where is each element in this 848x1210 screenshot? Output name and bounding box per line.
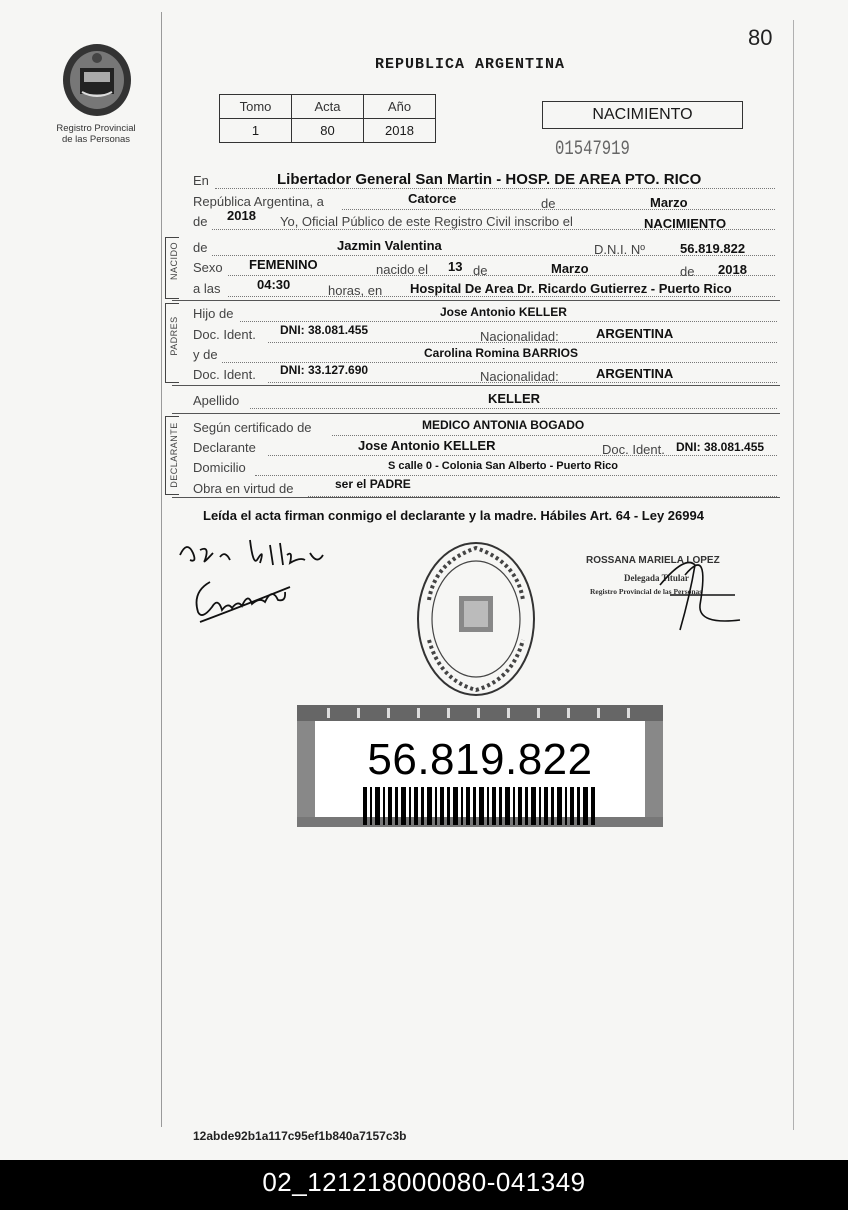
official-signature-icon xyxy=(640,545,750,635)
official-signature-block xyxy=(580,545,760,635)
dotted-line xyxy=(215,188,775,189)
value-declarante-doc: DNI: 38.081.455 xyxy=(676,440,765,454)
label-sexo: Sexo xyxy=(193,260,223,275)
section-label-declarante: DECLARANTE xyxy=(169,422,179,488)
value-obra: ser el PADRE xyxy=(335,477,411,491)
value-hora: 04:30 xyxy=(257,277,291,292)
country-title: REPUBLICA ARGENTINA xyxy=(374,56,566,73)
label-declarante: Declarante xyxy=(193,440,256,455)
acta-value-acta: 80 xyxy=(292,119,364,143)
official-stamp-icon xyxy=(415,540,537,698)
logo-caption-line2: de las Personas xyxy=(61,134,131,145)
label-de-nombre: de xyxy=(193,240,208,255)
acta-header-tomo: Tomo xyxy=(220,95,292,119)
label-en: En xyxy=(193,173,209,188)
label-a-las: a las xyxy=(193,281,221,296)
value-anio: 2018 xyxy=(227,208,256,223)
value-padre: Jose Antonio KELLER xyxy=(440,305,567,319)
dotted-line xyxy=(240,321,777,322)
right-margin-line xyxy=(793,20,794,1130)
label-nacionalidad-padre: Nacionalidad: xyxy=(480,329,559,344)
label-domicilio: Domicilio xyxy=(193,460,246,475)
value-certificado: MEDICO ANTONIA BOGADO xyxy=(422,418,585,432)
label-y-de: y de xyxy=(193,347,218,362)
official-office: Registro Provincial de las Personas xyxy=(590,587,703,596)
value-declarante: Jose Antonio KELLER xyxy=(358,438,496,453)
label-dni: D.N.I. Nº xyxy=(594,242,645,257)
value-sexo: FEMENINO xyxy=(249,257,318,272)
label-doc-declarante: Doc. Ident. xyxy=(602,442,665,457)
firma-statement: Leída el acta firman conmigo el declarante y la madre. Hábiles Art. 64 - Ley 26994 xyxy=(203,508,704,523)
footer-bar xyxy=(0,1160,848,1210)
value-domicilio: S calle 0 - Colonia San Alberto - Puerto Rico xyxy=(388,460,619,472)
value-nombre: Jazmin Valentina xyxy=(337,238,442,253)
dotted-line xyxy=(268,455,777,456)
section-label-padres: PADRES xyxy=(169,316,179,356)
document-hash: 12abde92b1a117c95ef1b840a7157c3b xyxy=(193,1129,407,1143)
acta-header-anio: Año xyxy=(364,95,436,119)
barcode-icon xyxy=(363,787,597,825)
act-type-box: NACIMIENTO xyxy=(542,101,743,129)
registro-provincial-logo-icon xyxy=(60,40,134,118)
label-de: de xyxy=(541,196,556,211)
label-segun: Según certificado de xyxy=(193,420,312,435)
label-de-anio: de xyxy=(193,214,208,229)
value-inscribe: NACIMIENTO xyxy=(644,216,727,231)
dotted-line xyxy=(228,296,775,297)
value-dni: 56.819.822 xyxy=(680,241,746,256)
section-rule xyxy=(172,385,780,386)
value-padre-doc: DNI: 38.081.455 xyxy=(280,323,369,337)
value-madre-doc: DNI: 33.127.690 xyxy=(280,363,369,377)
section-label-nacido: NACIDO xyxy=(169,242,179,281)
dotted-line xyxy=(332,435,777,436)
value-nac-mes: Marzo xyxy=(551,261,589,276)
acta-header-acta: Acta xyxy=(292,95,364,119)
page-number: 80 xyxy=(748,25,773,50)
value-apellido: KELLER xyxy=(488,391,540,406)
barcode-card xyxy=(297,705,663,827)
madre-signature-icon xyxy=(190,572,300,627)
barcode-number: 56.819.822 xyxy=(367,735,593,784)
value-dia-texto: Catorce xyxy=(408,191,457,206)
acta-value-tomo: 1 xyxy=(220,119,292,143)
label-apellido: Apellido xyxy=(193,393,240,408)
value-lugar-nac: Hospital De Area Dr. Ricardo Gutierrez - Puerto Rico xyxy=(410,281,732,296)
label-de-anio-nac: de xyxy=(680,264,695,279)
barcode-label xyxy=(315,721,645,817)
label-de-mes: de xyxy=(473,263,488,278)
label-hijo-de: Hijo de xyxy=(193,306,234,321)
official-name: ROSSANA MARIELA LOPEZ xyxy=(586,555,720,566)
value-padre-nac: ARGENTINA xyxy=(596,326,674,341)
dotted-line xyxy=(250,408,777,409)
value-lugar: Libertador General San Martin - HOSP. DE AREA PTO. RICO xyxy=(277,171,702,188)
footer-id: 02_121218000080-041349 xyxy=(262,1167,586,1197)
label-doc-padre: Doc. Ident. xyxy=(193,327,256,342)
acta-table xyxy=(219,94,436,143)
value-nac-dia: 13 xyxy=(448,259,463,274)
label-obra: Obra en virtud de xyxy=(193,481,294,496)
dotted-line xyxy=(255,475,777,476)
label-horas-en: horas, en xyxy=(328,283,383,298)
logo-caption xyxy=(40,123,152,145)
value-madre-nac: ARGENTINA xyxy=(596,366,674,381)
value-nac-anio: 2018 xyxy=(718,262,747,277)
section-rule xyxy=(172,300,780,301)
value-mes: Marzo xyxy=(650,195,688,210)
left-margin-line xyxy=(161,12,162,1127)
label-nacionalidad-madre: Nacionalidad: xyxy=(480,369,559,384)
dotted-line xyxy=(342,209,775,210)
label-nacido-el: nacido el xyxy=(376,262,429,277)
declarante-signature-icon xyxy=(175,535,330,575)
value-madre: Carolina Romina BARRIOS xyxy=(424,346,579,360)
label-doc-madre: Doc. Ident. xyxy=(193,367,256,382)
acta-value-anio: 2018 xyxy=(364,119,436,143)
label-republica: República Argentina, a xyxy=(193,194,324,209)
official-title: Delegada Titular xyxy=(624,573,689,583)
label-yo: Yo, Oficial Público de este Registro Civil inscribo el xyxy=(280,214,573,229)
section-rule xyxy=(172,497,780,498)
section-rule xyxy=(172,413,780,414)
logo-caption-line1: Registro Provincial xyxy=(56,123,136,134)
serial-number: 01547919 xyxy=(555,138,630,161)
